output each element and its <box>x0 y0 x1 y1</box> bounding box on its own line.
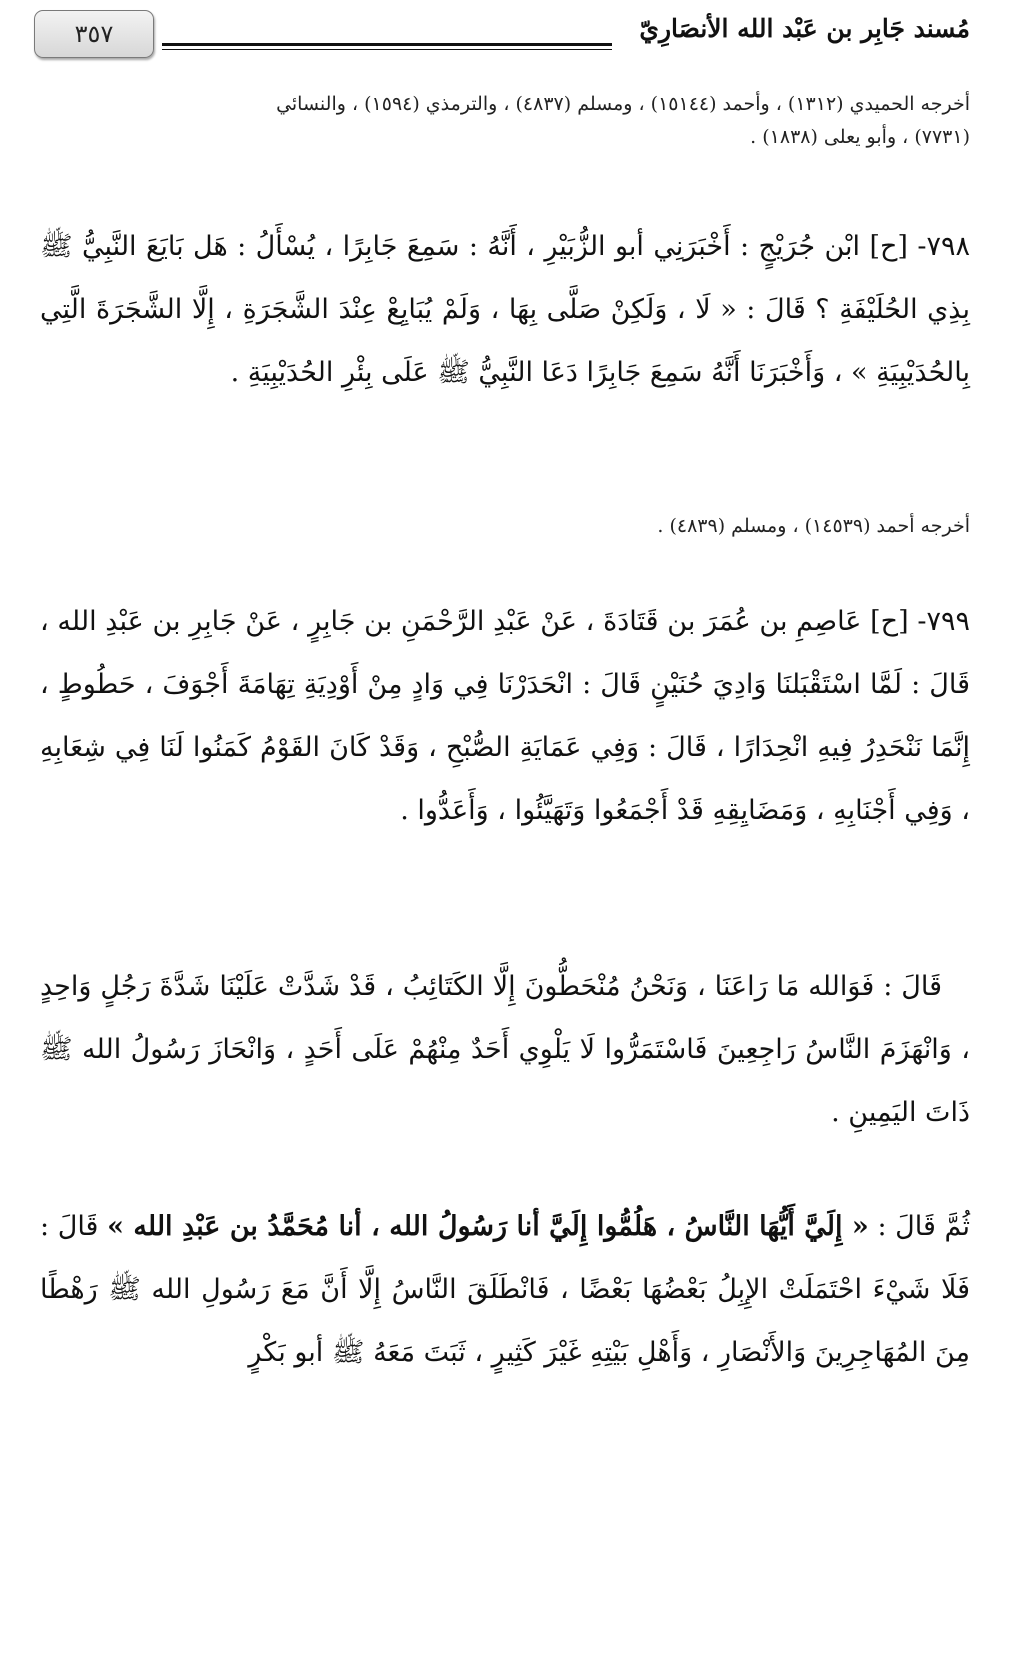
paragraph-3-rest: قَالَ : فَلَا شَيْءَ احْتَمَلَتْ الإِبِلُ بَعْضُهَا بَعْضًا ، فَانْطَلَقَ النَّاسُ إِلَّا أَنَّ مَعَ رَسُولِ الله ﷺ رَهْطًا مِنَ المُهَاجِرِينَ وَالأَنْصَارِ ، وَأَهْلِ بَيْتِهِ غَيْرَ كَثِيرٍ ، ثَبَتَ مَعَهُ ﷺ أبو بَكْرٍ <box>40 1211 970 1368</box>
hadith-799-paragraph-2 <box>40 955 970 1144</box>
paragraph-3-intro: ثُمَّ قَالَ : <box>877 1211 970 1242</box>
prophet-quote: « إِلَيَّ أَيُّهَا النَّاسُ ، هَلُمُّوا إِلَيَّ أنا رَسُولُ الله ، أنا مُحَمَّدُ بن عَبْدِ الله » <box>107 1211 869 1242</box>
footnote-top <box>40 88 970 154</box>
hadith-799-paragraph-1: ٧٩٩- [ح] عَاصِمِ بن عُمَرَ بن قَتَادَةَ ، عَنْ عَبْدِ الرَّحْمَنِ بن جَابِرٍ ، عَنْ جَابِرِ بن عَبْدِ الله ، قَالَ : لَمَّا اسْتَقْبَلنَا وَادِيَ حُنَيْنٍ قَالَ : انْحَدَرْنَا فِي وَادٍ مِنْ أَوْدِيَةِ تِهَامَةَ أَجْوَفَ ، حَطُوطٍ ، إِنَّمَا نَنْحَدِرُ فِيهِ انْحِدَارًا ، قَالَ : وَفِي عَمَايَةِ الصُّبْحِ ، وَقَدْ كَانَ القَوْمُ كَمَنُوا لَنَا فِي شِعَابِهِ ، وَفِي أَجْنَابِهِ ، وَمَضَايِقِهِ قَدْ أَجْمَعُوا وَتَهَيَّئُوا ، وَأَعَدُّوا . <box>40 606 970 826</box>
footnote-top-line-1: أخرجه الحميدي (١٣١٢) ، وأحمد (١٥١٤٤) ، ومسلم (٤٨٣٧) ، والترمذي (١٥٩٤) ، والنسائي <box>276 93 970 115</box>
hadith-798-text: ٧٩٨- [ح] ابْن جُرَيْجٍ : أَخْبَرَنِي أبو الزُّبَيْرِ ، أَنَّهُ : سَمِعَ جَابِرًا ، يُسْأَلُ : هَل بَايَعَ النَّبِيُّ ﷺ بِذِي الحُلَيْفَةِ ؟ قَالَ : « لَا ، وَلَكِنْ صَلَّى بِهَا ، وَلَمْ يُبَايِعْ عِنْدَ الشَّجَرَةِ ، إِلَّا الشَّجَرَةَ الَّتِي بِالحُدَيْبِيَةِ » ، وَأَخْبَرَنَا أَنَّهُ سَمِعَ جَابِرًا دَعَا النَّبِيُّ ﷺ عَلَى بِئْرِ الحُدَيْبِيَةِ . <box>40 231 970 388</box>
page-number-badge <box>34 10 154 58</box>
header-double-rule <box>162 43 612 46</box>
page-number: ٣٥٧ <box>74 20 114 48</box>
hadith-798-footnote: أخرجه أحمد (١٤٥٣٩) ، ومسلم (٤٨٣٩) . <box>657 515 970 537</box>
hadith-799-paragraph-2-text: قَالَ : فَوَالله مَا رَاعَنَا ، وَنَحْنُ مُنْحَطُّونَ إِلَّا الكَتَائِبُ ، قَدْ شَدَّتْ عَلَيْنَا شَدَّةَ رَجُلٍ وَاحِدٍ ، وَانْهَزَمَ النَّاسُ رَاجِعِينَ فَاسْتَمَرُّوا لَا يَلْوِي أَحَدٌ مِنْهُمْ عَلَى أَحَدٍ ، وَانْحَازَ رَسُولُ الله ﷺ ذَاتَ اليَمِينِ . <box>40 971 970 1128</box>
footnote-top-line-2: (٧٧٣١) ، وأبو يعلى (١٨٣٨) . <box>750 126 970 148</box>
hadith-799-paragraph-3 <box>40 1195 970 1384</box>
page-header <box>34 10 970 60</box>
running-title: مُسند جَابِر بن عَبْد الله الأنصَارِيّ <box>639 14 970 43</box>
